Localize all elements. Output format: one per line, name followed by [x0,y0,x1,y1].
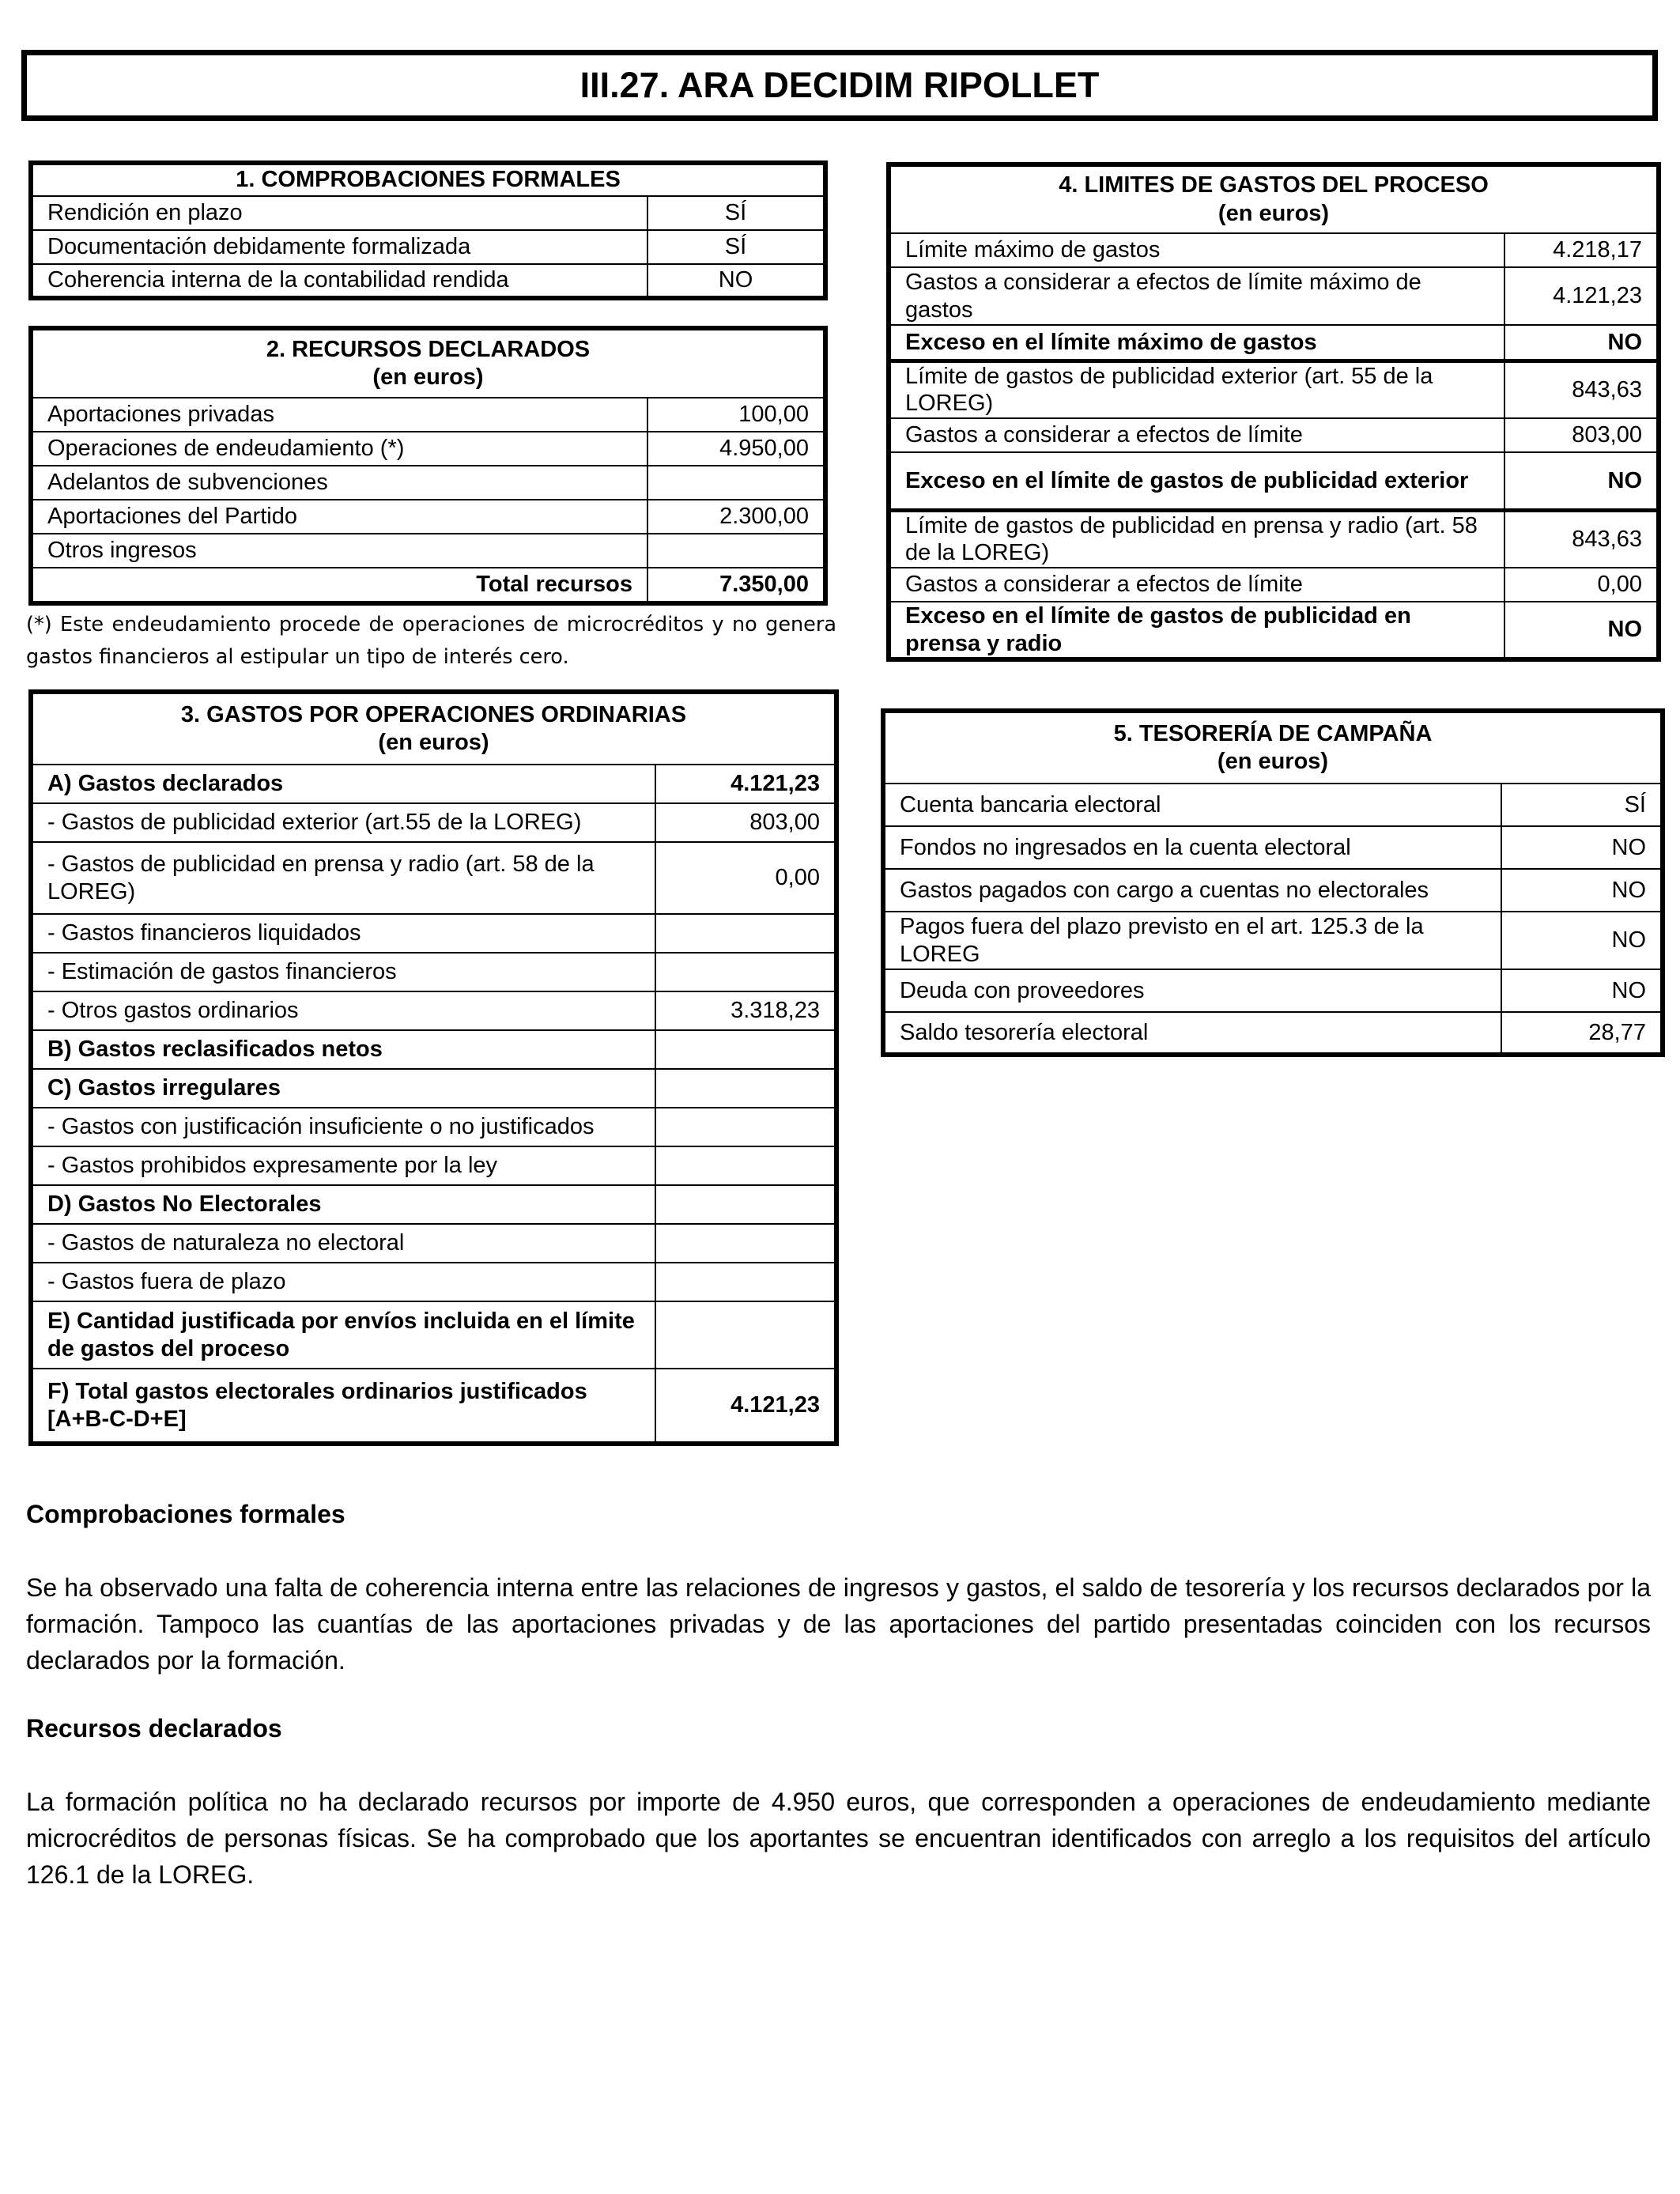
row-label: E) Cantidad justificada por envíos incluida en el límite de gastos del proceso [31,1301,655,1369]
row-label: Pagos fuera del plazo previsto en el art. 125.3 de la LOREG [883,912,1501,969]
table-title: 1. COMPROBACIONES FORMALES [31,163,825,196]
row-label: Aportaciones privadas [31,398,647,432]
table-title: 4. LIMITES DE GASTOS DEL PROCESO [1059,172,1489,198]
row-label: C) Gastos irregulares [31,1069,655,1108]
row-value [655,1146,836,1185]
comprobaciones-formales-table [28,160,828,300]
row-value: 0,00 [1504,568,1659,602]
table-subtitle: (en euros) [1217,749,1329,774]
row-value: NO [1501,826,1663,869]
row-value: 843,63 [1504,361,1659,418]
row-label: Documentación debidamente formalizada [31,230,647,264]
row-value: 843,63 [1504,510,1659,568]
row-label: Exceso en el límite máximo de gastos [889,325,1504,361]
row-value: 4.121,23 [1504,267,1659,325]
row-value [655,914,836,953]
row-label: Gastos pagados con cargo a cuentas no electorales [883,869,1501,912]
row-label: - Otros gastos ordinarios [31,991,655,1030]
row-label: Adelantos de subvenciones [31,466,647,500]
row-label: Fondos no ingresados en la cuenta electoral [883,826,1501,869]
row-value: 4.121,23 [655,1369,836,1444]
row-label: Operaciones de endeudamiento (*) [31,432,647,466]
total-label: Total recursos [31,568,647,603]
row-label: - Gastos fuera de plazo [31,1263,655,1301]
row-label: - Gastos con justificación insuficiente o no justificados [31,1108,655,1146]
page-title: III.27. ARA DECIDIM RIPOLLET [21,50,1658,121]
table-subtitle: (en euros) [1218,200,1330,226]
row-label: Saldo tesorería electoral [883,1012,1501,1055]
row-value: 803,00 [655,803,836,842]
row-label: Deuda con proveedores [883,969,1501,1012]
endeudamiento-note: (*) Este endeudamiento procede de operaciones de microcréditos y no genera gastos financieros al estipular un tipo de interés cero. [26,613,836,669]
row-value: NO [1504,325,1659,361]
row-value: 28,77 [1501,1012,1663,1055]
tesoreria-campana-table [881,708,1665,1057]
row-label: - Estimación de gastos financieros [31,953,655,991]
row-value [655,1224,836,1263]
row-value [655,1263,836,1301]
row-value: SÍ [647,230,825,264]
paragraph-recursos: La formación política no ha declarado recursos por importe de 4.950 euros, que corresponden a operaciones de endeudamiento mediante microcréditos de personas físicas. Se ha comprobado que los aportantes se encuentran identificados con arreglo a los requisitos del artículo 126.1 de la LOREG. [26,1788,1651,1889]
row-value [647,534,825,568]
row-label: - Gastos financieros liquidados [31,914,655,953]
row-value: 4.218,17 [1504,233,1659,267]
row-label: - Gastos de naturaleza no electoral [31,1224,655,1263]
row-label: B) Gastos reclasificados netos [31,1030,655,1069]
table-title: 5. TESORERÍA DE CAMPAÑA [1113,720,1433,746]
row-value [647,466,825,500]
row-label: Gastos a considerar a efectos de límite [889,418,1504,452]
row-value: NO [1501,869,1663,912]
row-label: F) Total gastos electorales ordinarios justificados [A+B-C-D+E] [31,1369,655,1444]
row-label: Gastos a considerar a efectos de límite máximo de gastos [889,267,1504,325]
row-label: Límite máximo de gastos [889,233,1504,267]
table-subtitle: (en euros) [378,730,489,755]
row-label: Otros ingresos [31,534,647,568]
row-value: NO [1504,602,1659,659]
heading-recursos: Recursos declarados [26,1714,282,1743]
recursos-declarados-table [28,326,828,606]
row-label: Aportaciones del Partido [31,500,647,534]
row-value: SÍ [647,196,825,230]
heading-comprobaciones: Comprobaciones formales [26,1500,345,1528]
row-value [655,953,836,991]
table-subtitle: (en euros) [372,364,484,390]
row-value: NO [647,264,825,298]
row-label: Límite de gastos de publicidad en prensa y radio (art. 58 de la LOREG) [889,510,1504,568]
row-value: 0,00 [655,842,836,914]
row-label: Exceso en el límite de gastos de publicidad exterior [889,452,1504,510]
row-value: 100,00 [647,398,825,432]
row-value: NO [1501,969,1663,1012]
row-label: Rendición en plazo [31,196,647,230]
row-value: 803,00 [1504,418,1659,452]
row-value: 2.300,00 [647,500,825,534]
paragraph-comprobaciones: Se ha observado una falta de coherencia interna entre las relaciones de ingresos y gastos, el saldo de tesorería y los recursos declarados por la formación. Tampoco las cuantías de las aportaciones privadas y de las aportaciones del partido presentadas coinciden con los recursos declarados por la formación. [26,1573,1651,1675]
row-value: 4.121,23 [655,765,836,803]
row-value [655,1030,836,1069]
row-value [655,1108,836,1146]
row-label: - Gastos de publicidad exterior (art.55 de la LOREG) [31,803,655,842]
row-value: NO [1504,452,1659,510]
row-value: 4.950,00 [647,432,825,466]
row-label: - Gastos de publicidad en prensa y radio (art. 58 de la LOREG) [31,842,655,914]
total-value: 7.350,00 [647,568,825,603]
row-label: A) Gastos declarados [31,765,655,803]
row-label: Gastos a considerar a efectos de límite [889,568,1504,602]
row-label: Exceso en el límite de gastos de publicidad en prensa y radio [889,602,1504,659]
limites-gastos-table [886,162,1661,662]
table-title: 2. RECURSOS DECLARADOS [266,336,591,362]
row-label: - Gastos prohibidos expresamente por la ley [31,1146,655,1185]
row-value: SÍ [1501,784,1663,826]
row-label: Cuenta bancaria electoral [883,784,1501,826]
table-title: 3. GASTOS POR OPERACIONES ORDINARIAS [180,701,687,727]
row-value [655,1301,836,1369]
row-value: 3.318,23 [655,991,836,1030]
row-label: D) Gastos No Electorales [31,1185,655,1224]
gastos-ordinarios-table [28,689,839,1446]
row-label: Coherencia interna de la contabilidad rendida [31,264,647,298]
row-value [655,1185,836,1224]
row-value [655,1069,836,1108]
row-label: Límite de gastos de publicidad exterior (art. 55 de la LOREG) [889,361,1504,418]
row-value: NO [1501,912,1663,969]
